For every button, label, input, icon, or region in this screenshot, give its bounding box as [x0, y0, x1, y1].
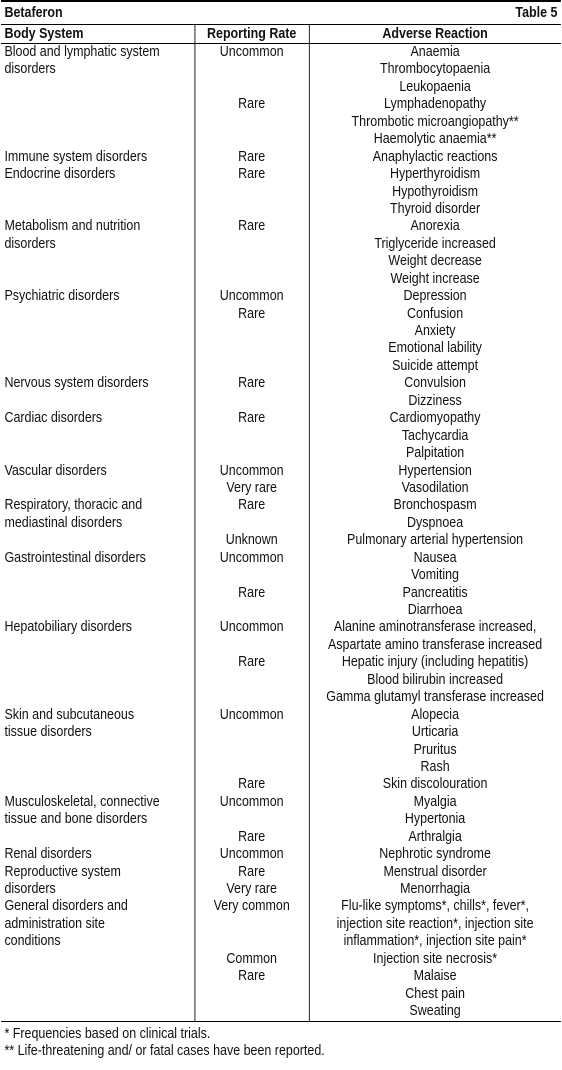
body-system-text: Endocrine disorders — [4, 166, 116, 183]
table-row — [1, 166, 561, 218]
reporting-rate-text: Very rare — [226, 479, 277, 496]
adverse-reaction-text: Lymphadenopathy — [384, 96, 487, 113]
body-system-text — [4, 968, 194, 985]
reporting-rate-cell — [195, 375, 309, 410]
body-system-text — [4, 585, 194, 602]
reporting-rate-text: Uncommon — [219, 549, 284, 566]
body-system-text — [4, 532, 194, 549]
adverse-reaction-text: Hepatic injury (including hepatitis) — [341, 654, 529, 671]
body-system-text — [4, 637, 194, 654]
reporting-rate-cell — [195, 550, 309, 620]
reporting-rate-text: Very common — [213, 898, 290, 915]
reporting-rate-text — [195, 445, 309, 462]
adverse-reaction-cell — [309, 846, 561, 863]
table-row — [1, 375, 561, 410]
body-system-text: Respiratory, thoracic and — [4, 497, 143, 514]
adverse-reaction-text: Arthralgia — [408, 828, 462, 845]
table-row — [1, 707, 561, 794]
adverse-reaction-text: Bronchospasm — [393, 497, 477, 514]
reporting-rate-text — [195, 428, 309, 445]
body-system-cell — [1, 410, 195, 462]
adverse-reaction-cell — [309, 619, 561, 706]
body-system-cell — [1, 898, 195, 1021]
adverse-reaction-text: Hypertension — [398, 462, 472, 479]
reporting-rate-text: Rare — [238, 96, 266, 113]
body-system-text: disorders — [4, 61, 56, 78]
adverse-reaction-text: Anaemia — [410, 44, 460, 60]
adverse-reaction-cell — [309, 410, 561, 462]
table-number: Table 5 — [515, 5, 558, 21]
adverse-reaction-text: Confusion — [407, 305, 464, 322]
reporting-rate-text — [195, 340, 309, 357]
adverse-reaction-text: Anaphylactic reactions — [372, 148, 498, 165]
body-system-text: Musculoskeletal, connective — [4, 793, 160, 810]
table-row — [1, 497, 561, 549]
table-header-row — [1, 25, 561, 44]
body-system-text — [4, 654, 194, 671]
reporting-rate-text — [195, 61, 309, 78]
adverse-reaction-cell — [309, 166, 561, 218]
reporting-rate-text — [195, 759, 309, 776]
body-system-text — [4, 393, 194, 410]
reporting-rate-text — [195, 567, 309, 584]
body-system-text: Metabolism and nutrition — [4, 218, 141, 235]
adverse-reaction-text: Thrombotic microangiopathy** — [351, 113, 519, 130]
adverse-reaction-text: Dizziness — [408, 392, 462, 409]
adverse-reaction-text: Hypothyroidism — [392, 183, 479, 200]
body-system-text — [4, 96, 194, 113]
reporting-rate-text — [195, 811, 309, 828]
adverse-reaction-cell — [309, 794, 561, 846]
reporting-rate-text: Rare — [238, 497, 266, 514]
table-row — [1, 288, 561, 375]
body-system-text — [4, 114, 194, 131]
body-system-text: Psychiatric disorders — [4, 288, 120, 305]
reporting-rate-text — [195, 1003, 309, 1020]
body-system-text — [4, 306, 194, 323]
reporting-rate-text: Rare — [238, 410, 266, 427]
reporting-rate-text: Uncommon — [219, 288, 284, 305]
adverse-reaction-text: Malaise — [413, 968, 457, 985]
table-row — [1, 898, 561, 1021]
reporting-rate-text: Common — [226, 950, 277, 967]
body-system-cell — [1, 707, 195, 794]
reporting-rate-text: Uncommon — [219, 462, 284, 479]
body-system-text: tissue and bone disorders — [4, 811, 148, 828]
body-system-text — [4, 759, 194, 776]
body-system-text — [4, 951, 194, 968]
reporting-rate-text — [195, 184, 309, 201]
reporting-rate-text — [195, 916, 309, 933]
reporting-rate-text: Rare — [238, 828, 266, 845]
body-system-text — [4, 201, 194, 218]
reporting-rate-text: Rare — [238, 968, 266, 985]
adverse-reaction-text: Convulsion — [404, 375, 466, 392]
adverse-reaction-text: Leukopaenia — [399, 78, 471, 95]
body-system-cell — [1, 375, 195, 410]
footnote-life-threatening: ** Life-threatening and/ or fatal cases have been reported. — [4, 1042, 325, 1059]
adverse-reaction-text: Anxiety — [414, 323, 456, 339]
document-page — [1, 0, 561, 1060]
body-system-text: Hepatobiliary disorders — [4, 619, 132, 636]
reporting-rate-text: Rare — [238, 218, 266, 235]
adverse-reaction-text: Pancreatitis — [402, 584, 468, 601]
adverse-reaction-text: Dyspnoea — [407, 514, 464, 531]
body-system-text — [4, 602, 194, 619]
body-system-text — [4, 358, 194, 375]
reporting-rate-text: Uncommon — [219, 846, 284, 863]
adverse-reaction-cell — [309, 44, 561, 149]
reporting-rate-text — [195, 986, 309, 1003]
body-system-cell — [1, 166, 195, 218]
adverse-reaction-cell — [309, 288, 561, 375]
reporting-rate-text: Rare — [238, 654, 266, 671]
reporting-rate-cell — [195, 288, 309, 375]
adverse-reaction-text: Diarrhoea — [407, 602, 463, 618]
reporting-rate-text — [195, 236, 309, 253]
adverse-reaction-text: Anorexia — [410, 218, 460, 235]
adverse-reaction-text: Weight decrease — [388, 253, 482, 270]
header-adverse-reaction: Adverse Reaction — [309, 25, 561, 44]
reporting-rate-text: Rare — [238, 776, 266, 793]
reporting-rate-text: Uncommon — [219, 706, 284, 723]
table-row — [1, 44, 561, 149]
reporting-rate-text — [195, 602, 309, 619]
body-system-cell — [1, 149, 195, 166]
body-system-text — [4, 445, 194, 462]
adverse-reaction-cell — [309, 375, 561, 410]
table-row — [1, 846, 561, 863]
adverse-reaction-text: Nephrotic syndrome — [379, 846, 491, 863]
reporting-rate-cell — [195, 463, 309, 498]
adverse-reaction-text: Tachycardia — [401, 427, 469, 444]
reporting-rate-text — [195, 742, 309, 759]
table-row — [1, 550, 561, 620]
body-system-text: tissue disorders — [4, 724, 92, 741]
reporting-rate-text: Unknown — [225, 532, 278, 549]
reporting-rate-text — [195, 393, 309, 410]
body-system-text — [4, 428, 194, 445]
adverse-reaction-text: Cardiomyopathy — [389, 410, 481, 427]
reporting-rate-cell — [195, 846, 309, 863]
adverse-reaction-text: Aspartate amino transferase increased — [327, 636, 543, 653]
adverse-reaction-text: Emotional lability — [388, 340, 482, 357]
body-system-text: mediastinal disorders — [4, 514, 123, 531]
body-system-text: Gastrointestinal disorders — [4, 549, 146, 566]
adverse-reaction-text: Menorrhagia — [400, 881, 471, 897]
adverse-reaction-text: Vomiting — [411, 567, 460, 584]
adverse-reaction-text: Rash — [420, 758, 450, 775]
body-system-text — [4, 131, 194, 148]
reporting-rate-text: Rare — [238, 148, 266, 165]
table-row — [1, 149, 561, 166]
footnotes — [1, 1026, 561, 1060]
header-reporting-rate: Reporting Rate — [195, 25, 309, 44]
reporting-rate-cell — [195, 707, 309, 794]
table-row — [1, 410, 561, 462]
body-system-text: Reproductive system — [4, 863, 121, 880]
reporting-rate-text — [195, 323, 309, 340]
body-system-text: Cardiac disorders — [4, 410, 103, 427]
adverse-reaction-text: Chest pain — [405, 985, 465, 1002]
reporting-rate-cell — [195, 497, 309, 549]
drug-name: Betaferon — [4, 5, 63, 21]
reporting-rate-text: Uncommon — [219, 619, 284, 636]
adverse-reaction-text: injection site reaction*, injection site — [336, 915, 534, 932]
body-system-cell — [1, 619, 195, 706]
body-system-text — [4, 184, 194, 201]
reporting-rate-text — [195, 724, 309, 741]
adverse-reaction-text: Thrombocytopaenia — [379, 61, 491, 78]
body-system-text: administration site — [4, 915, 105, 932]
body-system-text — [4, 986, 194, 1003]
adverse-reaction-text: Hypertonia — [404, 811, 466, 828]
adverse-reaction-text: Menstrual disorder — [383, 863, 487, 880]
body-system-cell — [1, 463, 195, 498]
reporting-rate-cell — [195, 218, 309, 288]
reporting-rate-text — [195, 271, 309, 288]
reporting-rate-text — [195, 131, 309, 148]
reporting-rate-cell — [195, 149, 309, 166]
body-system-cell — [1, 497, 195, 549]
body-system-text: disorders — [4, 881, 56, 897]
body-system-text — [4, 829, 194, 846]
reporting-rate-cell — [195, 619, 309, 706]
body-system-cell — [1, 846, 195, 863]
reporting-rate-cell — [195, 794, 309, 846]
adverse-reaction-text: Skin discolouration — [382, 776, 488, 793]
adverse-reaction-text: Triglyceride increased — [374, 235, 496, 252]
body-system-text — [4, 689, 194, 706]
reporting-rate-text: Rare — [238, 166, 266, 183]
adverse-reaction-text: Palpitation — [405, 445, 465, 462]
body-system-cell — [1, 794, 195, 846]
adverse-reaction-text: Haemolytic anaemia** — [373, 131, 497, 148]
reporting-rate-text — [195, 689, 309, 706]
adverse-reaction-cell — [309, 550, 561, 620]
adverse-reaction-text: Urticaria — [411, 724, 459, 741]
adverse-reaction-cell — [309, 463, 561, 498]
body-system-text — [4, 776, 194, 793]
reporting-rate-cell — [195, 166, 309, 218]
adverse-reaction-text: Pulmonary arterial hypertension — [347, 532, 524, 549]
reporting-rate-text — [195, 672, 309, 689]
adverse-reaction-text: Hyperthyroidism — [390, 166, 481, 183]
adverse-reaction-cell — [309, 707, 561, 794]
table-body — [1, 44, 561, 1022]
adverse-reaction-text: Nausea — [413, 549, 457, 566]
table-row — [1, 218, 561, 288]
table-row — [1, 619, 561, 706]
body-system-cell — [1, 218, 195, 288]
reporting-rate-text: Rare — [238, 584, 266, 601]
reporting-rate-text — [195, 253, 309, 270]
body-system-text — [4, 742, 194, 759]
adverse-reaction-cell — [309, 497, 561, 549]
body-system-text — [4, 79, 194, 96]
body-system-text — [4, 271, 194, 288]
body-system-cell — [1, 864, 195, 899]
adverse-reaction-text: Vasodilation — [401, 479, 469, 496]
table-row — [1, 463, 561, 498]
body-system-text: Renal disorders — [4, 846, 92, 863]
adverse-reaction-text: Alopecia — [411, 706, 460, 723]
table-caption-bar — [1, 0, 561, 25]
adverse-reaction-text: Injection site necrosis* — [373, 950, 498, 967]
body-system-cell — [1, 550, 195, 620]
body-system-text: Blood and lymphatic system — [4, 44, 160, 60]
adverse-reaction-text: Flu-like symptoms*, chills*, fever*, — [341, 898, 529, 915]
body-system-text: Skin and subcutaneous — [4, 706, 135, 723]
adverse-reaction-cell — [309, 149, 561, 166]
body-system-text — [4, 672, 194, 689]
adverse-reaction-text: Pruritus — [413, 741, 457, 758]
reporting-rate-text: Rare — [238, 375, 266, 392]
body-system-cell — [1, 288, 195, 375]
adverse-reaction-cell — [309, 218, 561, 288]
adverse-reaction-cell — [309, 864, 561, 899]
body-system-text — [4, 1003, 194, 1020]
body-system-text: Immune system disorders — [4, 148, 148, 165]
table-row — [1, 794, 561, 846]
body-system-text — [4, 253, 194, 270]
footnote-frequency: * Frequencies based on clinical trials. — [4, 1025, 211, 1042]
adverse-reaction-text: Alanine aminotransferase increased, — [333, 619, 537, 636]
reporting-rate-text: Rare — [238, 863, 266, 880]
adverse-reaction-text: Gamma glutamyl transferase increased — [326, 689, 544, 706]
reporting-rate-text — [195, 933, 309, 950]
table-row — [1, 864, 561, 899]
body-system-text: Nervous system disorders — [4, 375, 149, 392]
adverse-reaction-text: inflammation*, injection site pain* — [343, 933, 527, 950]
reporting-rate-text: Very rare — [226, 881, 277, 897]
body-system-text: disorders — [4, 235, 56, 252]
body-system-text: General disorders and — [4, 898, 128, 915]
adverse-reaction-text: Depression — [403, 288, 467, 305]
body-system-text — [4, 323, 194, 340]
adverse-reaction-text: Blood bilirubin increased — [367, 671, 504, 688]
adverse-reaction-cell — [309, 898, 561, 1021]
reporting-rate-text: Uncommon — [219, 793, 284, 810]
adverse-reaction-text: Myalgia — [413, 793, 457, 810]
reporting-rate-text: Rare — [238, 305, 266, 322]
reporting-rate-cell — [195, 410, 309, 462]
adverse-reactions-table — [1, 25, 561, 1022]
body-system-cell — [1, 44, 195, 149]
reporting-rate-cell — [195, 864, 309, 899]
reporting-rate-text — [195, 637, 309, 654]
body-system-text — [4, 567, 194, 584]
reporting-rate-text — [195, 515, 309, 532]
reporting-rate-text — [195, 201, 309, 218]
reporting-rate-cell — [195, 44, 309, 149]
reporting-rate-text — [195, 114, 309, 131]
body-system-text — [4, 480, 194, 497]
header-body-system: Body System — [1, 25, 195, 44]
adverse-reaction-text: Weight increase — [390, 270, 480, 287]
reporting-rate-text: Uncommon — [219, 44, 284, 60]
adverse-reaction-text: Suicide attempt — [392, 357, 479, 374]
reporting-rate-cell — [195, 898, 309, 1021]
body-system-text: conditions — [4, 933, 61, 950]
reporting-rate-text — [195, 79, 309, 96]
adverse-reaction-text: Sweating — [409, 1003, 461, 1020]
reporting-rate-text — [195, 358, 309, 375]
body-system-text: Vascular disorders — [4, 462, 107, 479]
adverse-reaction-text: Thyroid disorder — [390, 200, 481, 217]
body-system-text — [4, 340, 194, 357]
